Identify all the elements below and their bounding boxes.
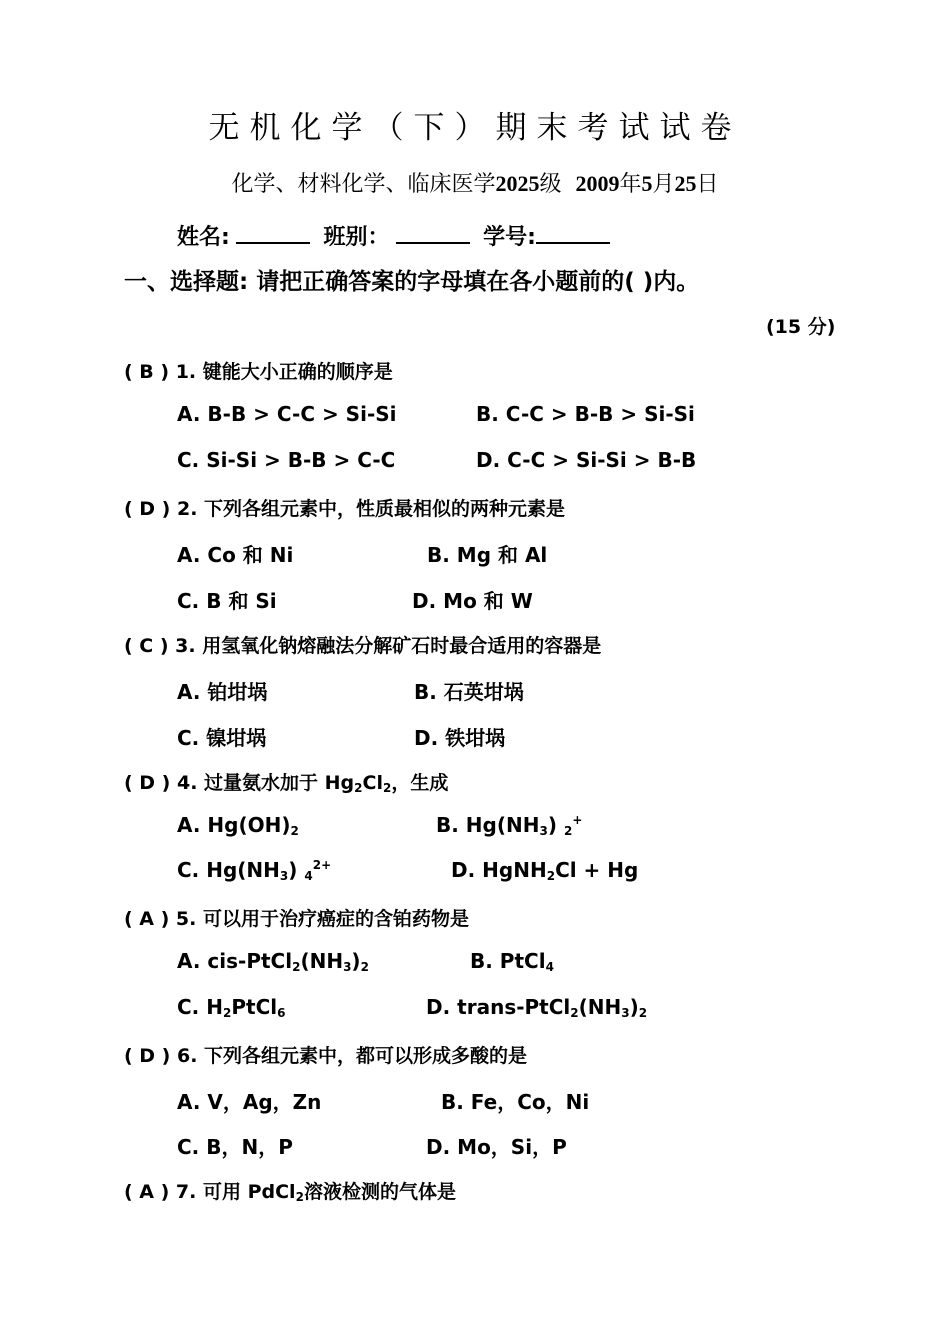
q5-c-text: C. H	[177, 995, 223, 1019]
question-2: ( D ) 2. 下列各组元素中，性质最相似的两种元素是	[124, 498, 566, 520]
q5-d-sub: 2	[570, 1006, 579, 1020]
q4-option-a	[177, 813, 299, 838]
question-3: ( C ) 3. 用氢氧化钠熔融法分解矿石时最合适用的容器是	[124, 635, 602, 657]
q2-option-b: B. Mg 和 Al	[427, 543, 548, 567]
q6-option-c: C. B，N，P	[177, 1135, 293, 1159]
question-5: ( A ) 5. 可以用于治疗癌症的含铂药物是	[124, 908, 469, 930]
q1-option-a: A. B-B > C-C > Si-Si	[177, 402, 397, 426]
q5-a-text: (NH	[300, 949, 344, 973]
q4-c-text: C. Hg(NH	[177, 858, 280, 882]
q5-option-a	[177, 949, 369, 974]
q1-option-b: B. C-C > B-B > Si-Si	[476, 402, 695, 426]
student-info-row	[177, 220, 616, 251]
subtitle-month: 5	[641, 171, 653, 196]
name-blank[interactable]	[236, 222, 310, 244]
q4-b-sub: 3	[539, 824, 548, 838]
question-6: ( D ) 6. 下列各组元素中，都可以形成多酸的是	[124, 1045, 528, 1067]
q4-b-text: B. Hg(NH	[436, 813, 540, 837]
q5-b-text: B. PtCl	[470, 949, 546, 973]
q4-b-text: )	[547, 813, 564, 837]
class-blank[interactable]	[396, 222, 470, 244]
q3-option-d: D. 铁坩埚	[414, 726, 506, 750]
q4-option-d	[451, 858, 638, 883]
subtitle-grade-unit: 级	[539, 172, 562, 197]
subtitle-year: 2009	[575, 171, 620, 196]
q4-text-mid: Cl	[362, 772, 383, 794]
q5-a-text: A. cis-PtCl	[177, 949, 293, 973]
q4-sub: 2	[382, 781, 392, 795]
q4-c-text: )	[288, 858, 305, 882]
q6-option-d: D. Mo，Si，P	[426, 1135, 567, 1159]
id-label: 学号:	[483, 225, 536, 250]
subtitle-year-unit: 年	[619, 172, 642, 197]
q5-option-d	[426, 995, 647, 1020]
exam-subtitle	[0, 167, 950, 198]
subtitle-day: 25	[674, 171, 697, 196]
q3-option-b: B. 石英坩埚	[414, 680, 524, 704]
q5-a-sub: 2	[292, 960, 301, 974]
q4-option-b	[436, 813, 582, 838]
q4-d-text: Cl + Hg	[555, 858, 639, 882]
q7-text: ( A ) 7. 可用 PdCl	[124, 1181, 296, 1203]
q5-a-sub: 2	[360, 960, 369, 974]
q2-option-d: D. Mo 和 W	[412, 589, 533, 613]
q5-c-text: PtCl	[231, 995, 278, 1019]
q2-option-a: A. Co 和 Ni	[177, 543, 294, 567]
q4-a-text: A. Hg(OH)	[177, 813, 291, 837]
exam-title: 无机化学（下）期末考试试卷	[208, 110, 742, 146]
q4-c-sup: 2+	[312, 858, 332, 872]
q5-c-sub: 6	[277, 1006, 286, 1020]
q7-text-end: 溶液检测的气体是	[303, 1181, 456, 1203]
q4-option-c	[177, 858, 331, 883]
q5-c-sub: 2	[222, 1006, 232, 1020]
q5-d-sub: 3	[621, 1006, 630, 1020]
q5-b-sub: 4	[545, 960, 554, 974]
q4-c-sub: 4	[304, 869, 313, 883]
section-score: (15 分)	[766, 316, 836, 338]
class-label: 班别：	[323, 225, 390, 250]
q5-d-sub: 2	[638, 1006, 648, 1020]
q5-option-b	[470, 949, 554, 974]
q2-option-c: C. B 和 Si	[177, 589, 277, 613]
q5-a-sub: 3	[343, 960, 352, 974]
q1-option-d: D. C-C > Si-Si > B-B	[476, 448, 697, 472]
subtitle-grade: 2025	[495, 171, 540, 196]
q5-d-text: )	[629, 995, 639, 1019]
q4-text-end: ，生成	[391, 772, 449, 794]
subtitle-day-unit: 日	[696, 172, 719, 197]
q4-c-sub: 3	[279, 869, 289, 883]
question-4	[124, 768, 448, 795]
q5-d-text: D. trans-PtCl	[426, 995, 571, 1019]
q3-option-a: A. 铂坩埚	[177, 680, 268, 704]
id-blank[interactable]	[536, 222, 610, 244]
subtitle-month-unit: 月	[652, 172, 675, 197]
question-1: ( B ) 1. 键能大小正确的顺序是	[124, 361, 393, 383]
q5-a-text: )	[351, 949, 361, 973]
q1-option-c: C. Si-Si > B-B > C-C	[177, 448, 396, 472]
q4-text: ( D ) 4. 过量氨水加于 Hg	[124, 772, 355, 794]
q4-a-sub: 2	[290, 824, 299, 838]
q6-option-b: B. Fe，Co，Ni	[441, 1090, 590, 1114]
q5-option-c	[177, 995, 285, 1020]
q4-b-sub: 2	[563, 824, 573, 838]
q6-option-a: A. V，Ag，Zn	[177, 1090, 322, 1114]
q4-d-text: D. HgNH	[451, 858, 547, 882]
q3-option-c: C. 镍坩埚	[177, 726, 267, 750]
section-title: 一、选择题: 请把正确答案的字母填在各小题前的( )内。	[124, 269, 700, 295]
q4-sub: 2	[354, 781, 363, 795]
q7-sub: 2	[295, 1190, 304, 1204]
q5-d-text: (NH	[578, 995, 622, 1019]
question-7	[124, 1177, 456, 1204]
q4-b-sup: +	[572, 813, 583, 827]
name-label: 姓名:	[177, 225, 230, 250]
subtitle-majors: 化学、材料化学、临床医学	[231, 172, 496, 197]
q4-d-sub: 2	[546, 869, 556, 883]
